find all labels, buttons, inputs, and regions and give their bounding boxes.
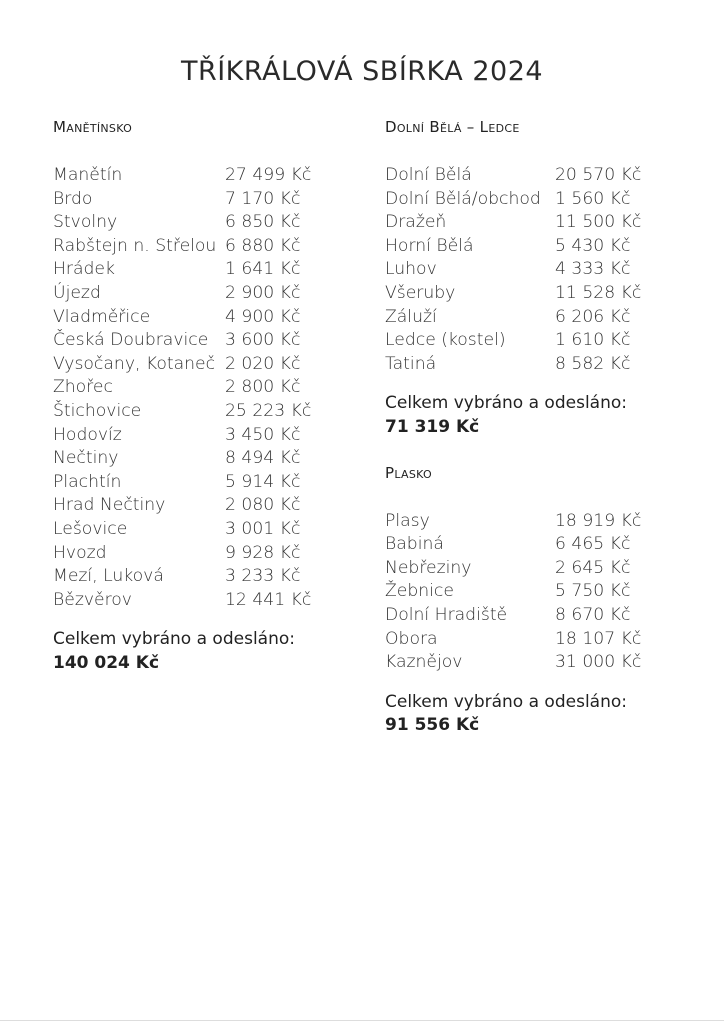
- right-column: [385, 118, 685, 738]
- list-item: [53, 306, 353, 330]
- left-column: [53, 118, 353, 675]
- list-item: [385, 557, 685, 581]
- place-name: Nečtiny: [53, 448, 119, 469]
- place-name: Plasy: [385, 510, 430, 531]
- list-item: [53, 211, 353, 235]
- list-item: [53, 258, 353, 282]
- amount: 7 170 Kč: [225, 188, 301, 209]
- list-item: [385, 329, 685, 353]
- amount: 2 080 Kč: [225, 495, 301, 516]
- place-name: Dolní Hradiště: [385, 604, 508, 625]
- list-item: [385, 188, 685, 212]
- amount: 9 928 Kč: [225, 542, 301, 563]
- place-name: Kaznějov: [385, 652, 463, 673]
- list-item: [385, 628, 685, 652]
- amount: 2 800 Kč: [225, 377, 301, 398]
- amount: 20 570 Kč: [555, 165, 642, 185]
- amount: 1 560 Kč: [555, 188, 631, 209]
- place-name: Babiná: [385, 534, 444, 555]
- amount: 8 670 Kč: [555, 604, 631, 625]
- total-label: Celkem vybráno a odesláno:: [385, 393, 627, 414]
- place-name: Hrádek: [53, 259, 115, 280]
- place-name: Nebřeziny: [385, 557, 472, 578]
- list-item: [53, 353, 353, 377]
- amount: 27 499 Kč: [225, 165, 312, 185]
- list-item: [53, 471, 353, 495]
- list-item: [385, 258, 685, 282]
- list-item: [53, 376, 353, 400]
- place-name: Hrad Nečtiny: [53, 495, 166, 516]
- list-item: [385, 604, 685, 628]
- list-item: [53, 518, 353, 542]
- amount: 4 333 Kč: [555, 259, 631, 280]
- amount: 31 000 Kč: [555, 652, 642, 673]
- total-label: Celkem vybráno a odesláno:: [53, 629, 295, 650]
- place-name: Zhořec: [53, 377, 113, 398]
- place-name: Újezd: [53, 282, 101, 303]
- list-dolni-bela: [385, 164, 685, 376]
- list-item: [53, 188, 353, 212]
- total-amount: 71 319 Kč: [385, 416, 480, 437]
- page-edge-line: [0, 1020, 724, 1021]
- amount: 6 465 Kč: [555, 534, 631, 555]
- amount: 3 001 Kč: [225, 518, 301, 539]
- list-item: [53, 424, 353, 448]
- list-plasko: [385, 510, 685, 675]
- amount: 5 430 Kč: [555, 235, 631, 256]
- total-amount: 140 024 Kč: [53, 652, 160, 673]
- list-item: [53, 542, 353, 566]
- place-name: Vladměřice: [53, 306, 151, 327]
- place-name: Hvozd: [53, 542, 107, 563]
- amount: 11 528 Kč: [555, 282, 642, 303]
- amount: 12 441 Kč: [225, 589, 312, 610]
- place-name: Plachtín: [53, 471, 122, 492]
- place-name: Hodovíz: [53, 424, 122, 445]
- list-item: [385, 306, 685, 330]
- list-item: [53, 282, 353, 306]
- place-name: Ledce (kostel): [385, 330, 506, 351]
- list-item: [385, 580, 685, 604]
- amount: 3 450 Kč: [225, 424, 301, 445]
- list-item: [385, 282, 685, 306]
- place-name: Dolní Bělá: [385, 165, 472, 185]
- place-name: Tatiná: [385, 353, 437, 374]
- list-item: [385, 235, 685, 259]
- amount: 8 494 Kč: [225, 448, 301, 469]
- page-title: TŘÍKRÁLOVÁ SBÍRKA 2024: [180, 56, 544, 87]
- place-name: Horní Bělá: [385, 235, 474, 256]
- amount: 5 750 Kč: [555, 581, 631, 602]
- place-name: Stvolny: [53, 212, 118, 233]
- amount: 1 610 Kč: [555, 330, 631, 351]
- place-name: Mezí, Luková: [53, 566, 164, 587]
- amount: 18 107 Kč: [555, 628, 642, 649]
- place-name: Všeruby: [385, 282, 456, 303]
- list-item: [385, 353, 685, 377]
- section-heading-manetinsko: Manětínsko: [53, 118, 133, 136]
- total-dolni-bela: [385, 392, 685, 439]
- place-name: Brdo: [53, 188, 93, 209]
- list-item: [53, 329, 353, 353]
- place-name: Manětín: [53, 165, 123, 185]
- list-item: [53, 565, 353, 589]
- list-item: [385, 211, 685, 235]
- place-name: Bězvěrov: [53, 589, 132, 610]
- place-name: Obora: [385, 628, 438, 649]
- amount: 1 641 Kč: [225, 259, 301, 280]
- total-plasko: [385, 691, 685, 738]
- amount: 3 233 Kč: [225, 566, 301, 587]
- list-manetinsko: [53, 164, 353, 612]
- list-item: [53, 589, 353, 613]
- amount: 25 223 Kč: [225, 400, 312, 421]
- place-name: Štichovice: [53, 400, 142, 421]
- list-item: [53, 494, 353, 518]
- amount: 6 206 Kč: [555, 306, 631, 327]
- amount: 4 900 Kč: [225, 306, 301, 327]
- section-heading-dolni-bela: Dolní Bělá – Ledce: [385, 118, 520, 136]
- amount: 6 850 Kč: [225, 212, 301, 233]
- list-item: [385, 651, 685, 675]
- list-item: [385, 533, 685, 557]
- list-item: [385, 510, 685, 534]
- section-heading-plasko: Plasko: [385, 463, 433, 482]
- place-name: Česká Doubravice: [53, 330, 209, 351]
- place-name: Dražeň: [385, 212, 447, 233]
- amount: 5 914 Kč: [225, 471, 301, 492]
- amount: 8 582 Kč: [555, 353, 631, 374]
- list-item: [53, 400, 353, 424]
- place-name: Záluží: [385, 306, 437, 327]
- total-manetinsko: [53, 628, 353, 675]
- amount: 18 919 Kč: [555, 510, 642, 531]
- amount: 2 020 Kč: [225, 353, 301, 374]
- amount: 11 500 Kč: [555, 212, 642, 233]
- place-name: Lešovice: [53, 518, 128, 539]
- list-item: [53, 164, 353, 188]
- amount: 2 900 Kč: [225, 282, 301, 303]
- amount: 6 880 Kč: [225, 235, 301, 256]
- place-name: Rabštejn n. Střelou: [53, 235, 217, 256]
- place-name: Vysočany, Kotaneč: [53, 353, 216, 374]
- list-item: [385, 164, 685, 188]
- place-name: Dolní Bělá/obchod: [385, 188, 541, 209]
- total-label: Celkem vybráno a odesláno:: [385, 691, 627, 712]
- total-amount: 91 556 Kč: [385, 715, 480, 736]
- amount: 3 600 Kč: [225, 330, 301, 351]
- list-item: [53, 447, 353, 471]
- place-name: Luhov: [385, 259, 437, 280]
- amount: 2 645 Kč: [555, 557, 631, 578]
- list-item: [53, 235, 353, 259]
- place-name: Žebnice: [385, 581, 454, 602]
